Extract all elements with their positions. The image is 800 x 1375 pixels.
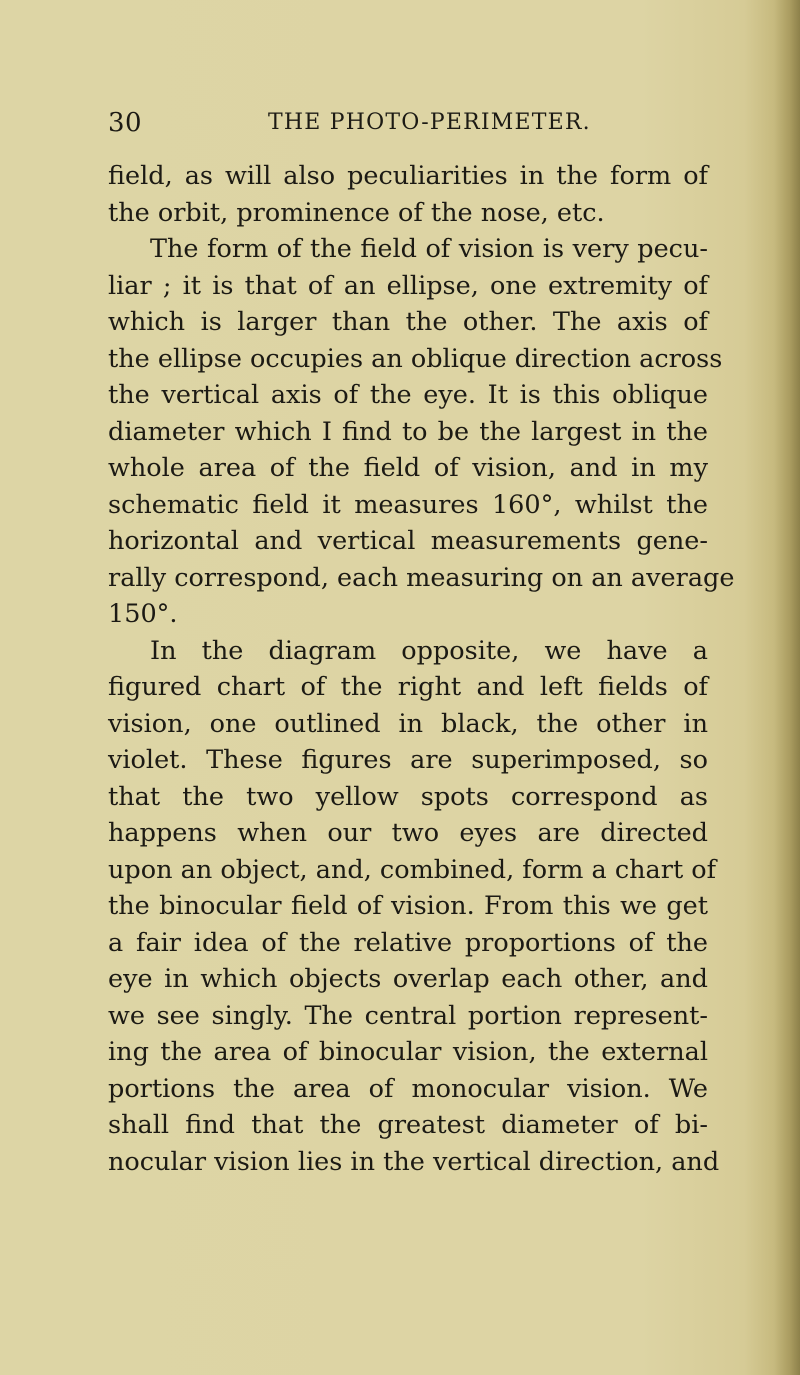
text-line: the binocular field of vision. From this we get (108, 891, 708, 921)
text-line: The form of the field of vision is very pecu- (150, 234, 708, 264)
text-line: ing the area of binocular vision, the external (108, 1037, 708, 1067)
text-line: shall find that the greatest diameter of bi- (108, 1110, 708, 1140)
page-number: 30 (108, 108, 143, 138)
text-line: 150°. (108, 599, 178, 629)
text-line: diameter which I find to be the largest in the (108, 416, 708, 447)
page-edge-shadow (774, 0, 800, 1375)
text-line: the ellipse occupies an oblique direction across (108, 343, 723, 374)
text-line: eye in which objects overlap each other, and (108, 964, 708, 994)
running-title: THE PHOTO-PERIMETER. (268, 110, 591, 135)
text-line: vision, one outlined in black, the other in (108, 708, 708, 739)
text-line: happens when our two eyes are directed (108, 818, 708, 848)
text-line: we see singly. The central portion represent- (108, 1000, 708, 1031)
text-line: a fair idea of the relative proportions of the (108, 927, 708, 958)
text-line: In the diagram opposite, we have a (150, 635, 708, 666)
text-line: liar ; it is that of an ellipse, one extremity of (108, 270, 708, 301)
text-line: field, as will also peculiarities in the form of (108, 161, 708, 191)
text-line: violet. These figures are superimposed, so (108, 745, 708, 775)
text-line: the vertical axis of the eye. It is this oblique (108, 380, 708, 410)
text-line: upon an object, and, combined, form a chart of (108, 854, 717, 885)
page-header (0, 108, 800, 148)
text-line: rally correspond, each measuring on an average (108, 562, 735, 593)
text-line: whole area of the field of vision, and in my (108, 453, 708, 483)
text-line: nocular vision lies in the vertical direction, and (108, 1146, 720, 1177)
text-line: horizontal and vertical measurements gene- (108, 526, 708, 556)
text-line: the orbit, prominence of the nose, etc. (108, 197, 605, 228)
text-line: that the two yellow spots correspond as (108, 781, 708, 812)
text-line: figured chart of the right and left fields of (108, 672, 708, 702)
text-line: which is larger than the other. The axis of (108, 307, 708, 337)
body-text (108, 158, 735, 1180)
text-line: portions the area of monocular vision. We (108, 1073, 708, 1104)
text-line: schematic field it measures 160°, whilst the (108, 489, 708, 520)
